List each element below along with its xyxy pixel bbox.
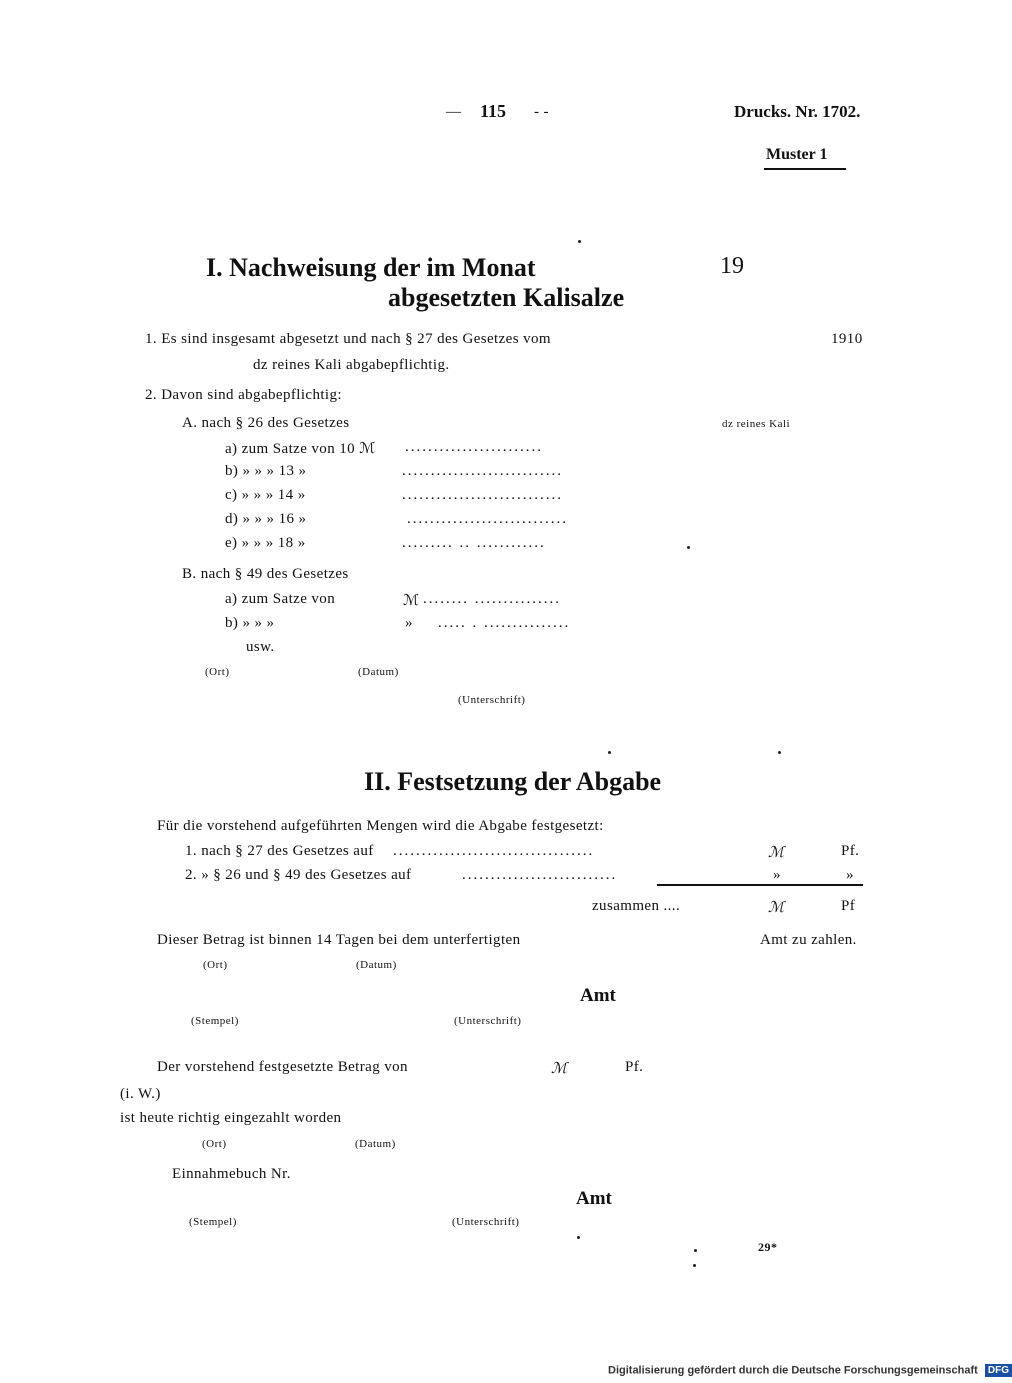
rate-row-dots: ............................ [407, 511, 568, 527]
place-caption: (Ort) [205, 666, 230, 678]
assessment-line1-dots: ................................... [393, 843, 595, 859]
part-b-heading: B. nach § 49 des Gesetzes [182, 566, 349, 582]
ditto-mark: » [846, 867, 854, 883]
payment-instruction-end: Amt zu zahlen. [760, 932, 857, 948]
unit-header: dz reines Kali [722, 418, 791, 430]
rate-row-dots: ......... .. ............ [402, 535, 546, 551]
assessment-line2-dots: ........................... [462, 867, 618, 883]
stamp-caption: (Stempel) [189, 1216, 237, 1228]
rate-row-dots: ........ ............... [423, 591, 561, 607]
ditto-mark: » [773, 867, 781, 883]
pfennig-column: Pf. [841, 843, 860, 859]
item1-line2: dz reines Kali abgabepflichtig. [253, 357, 450, 373]
signature-caption: (Unterschrift) [458, 694, 526, 706]
dfg-logo: DFG [985, 1364, 1012, 1377]
scan-speck [694, 1249, 697, 1252]
scan-speck [693, 1264, 696, 1267]
sheet-signature-mark: 29* [758, 1240, 778, 1254]
rate-row-dots: ..... . ............... [438, 615, 571, 631]
scan-speck [578, 240, 581, 243]
section1-title-line1: I. Nachweisung der im Monat [206, 253, 536, 282]
place-caption: (Ort) [203, 959, 228, 971]
stamp-caption: (Stempel) [191, 1015, 239, 1027]
rate-row-label: a) zum Satze von [225, 591, 336, 607]
item1-year: 1910 [831, 331, 863, 347]
receipt-book-label: Einnahmebuch Nr. [172, 1166, 291, 1182]
rate-row-label: d) » » » 16 » [225, 511, 307, 527]
assessment-intro: Für die vorstehend aufgeführten Mengen wird die Abgabe festgesetzt: [157, 818, 604, 834]
rate-row-dots: ........................ [405, 439, 543, 455]
item1-line1: 1. Es sind insgesamt abgesetzt und nach § 27 des Gesetzes vom [145, 331, 551, 347]
assessment-line2: 2. » § 26 und § 49 des Gesetzes auf [185, 867, 412, 883]
payment-instruction: Dieser Betrag ist binnen 14 Tagen bei dem unterfertigten [157, 932, 521, 948]
rate-row-label: c) » » » 14 » [225, 487, 306, 503]
office-label: Amt [580, 985, 616, 1006]
place-caption: (Ort) [202, 1138, 227, 1150]
print-reference: Drucks. Nr. 1702. [734, 102, 861, 121]
mark-column: ℳ [768, 845, 785, 861]
receipt-line1: Der vorstehend festgesetzte Betrag von [157, 1059, 408, 1075]
rate-row-dots: ............................ [402, 463, 563, 479]
scan-speck [608, 751, 611, 754]
digitization-credit [608, 1364, 1012, 1377]
section1-title-year: 19 [720, 253, 744, 279]
date-caption: (Datum) [356, 959, 397, 971]
muster-label: Muster 1 [766, 146, 828, 163]
page-number-dash-right: - - [534, 104, 549, 120]
scan-speck [778, 751, 781, 754]
assessment-line1: 1. nach § 27 des Gesetzes auf [185, 843, 374, 859]
receipt-pfennig: Pf. [625, 1059, 644, 1075]
rate-row-unit: ℳ [403, 593, 420, 609]
credit-text: Digitalisierung gefördert durch die Deutsche Forschungsgemeinschaft [608, 1364, 978, 1377]
muster-underline [764, 168, 846, 170]
rate-row-dots: ............................ [402, 487, 563, 503]
rate-row-label: b) » » » [225, 615, 275, 631]
rate-row-unit: » [405, 615, 413, 631]
in-words-label: (i. W.) [120, 1086, 161, 1102]
item2-heading: 2. Davon sind abgabepflichtig: [145, 387, 342, 403]
part-a-heading: A. nach § 26 des Gesetzes [182, 415, 350, 431]
rate-row-label: e) » » » 18 » [225, 535, 306, 551]
scan-speck [687, 546, 690, 549]
rate-row-label: b) » » » 13 » [225, 463, 307, 479]
signature-caption: (Unterschrift) [454, 1015, 522, 1027]
date-caption: (Datum) [355, 1138, 396, 1150]
office-label: Amt [576, 1188, 612, 1209]
receipt-mark: ℳ [551, 1061, 568, 1077]
mark-column: ℳ [768, 900, 785, 916]
date-caption: (Datum) [358, 666, 399, 678]
rate-row-label: a) zum Satze von 10 ℳ [225, 441, 376, 457]
receipt-line2: ist heute richtig eingezahlt worden [120, 1110, 342, 1126]
pfennig-column: Pf [841, 898, 856, 914]
section1-title-line2: abgesetzten Kalisalze [388, 283, 625, 312]
signature-caption: (Unterschrift) [452, 1216, 520, 1228]
sum-rule [657, 884, 863, 886]
page-number: 115 [480, 101, 507, 121]
total-label: zusammen .... [592, 898, 681, 914]
scan-speck [577, 1236, 580, 1239]
usw-label: usw. [246, 639, 275, 655]
page-number-dash-left: — [446, 104, 462, 120]
section2-title: II. Festsetzung der Abgabe [364, 767, 662, 796]
